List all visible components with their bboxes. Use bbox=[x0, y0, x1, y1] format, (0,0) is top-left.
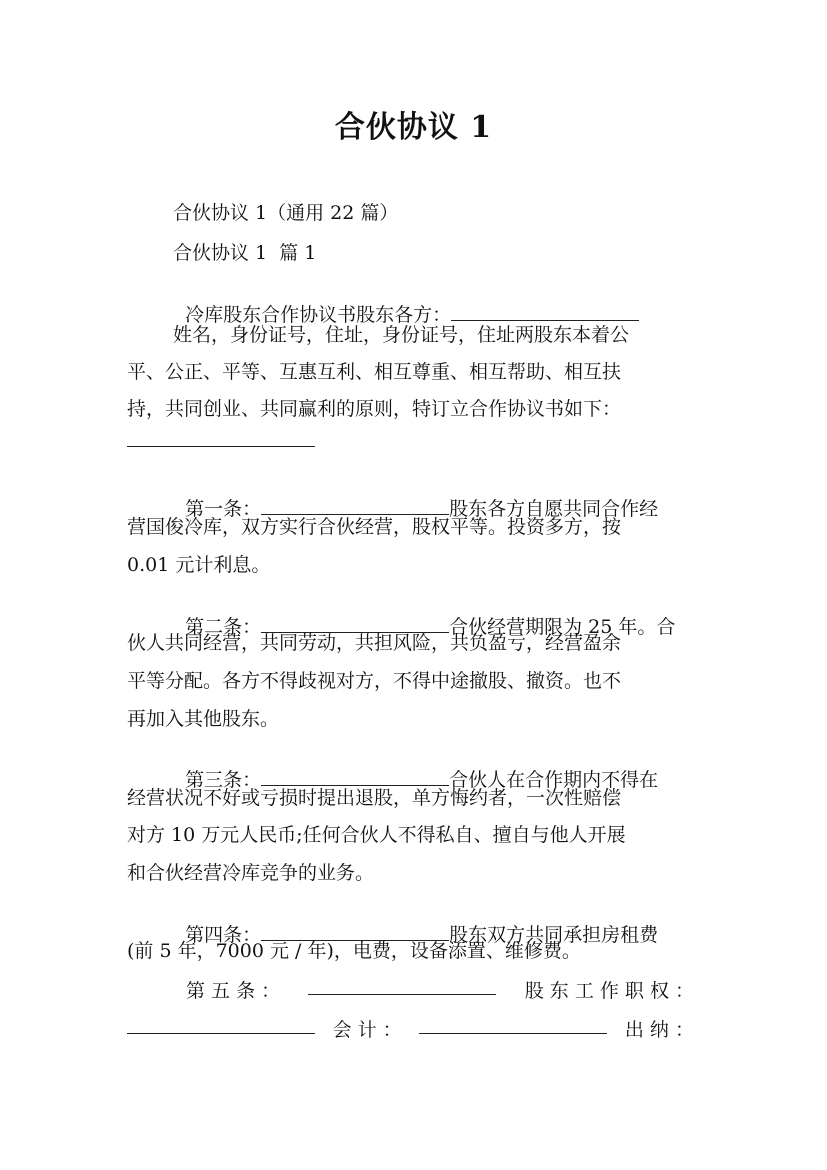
article2-label: 第二条： bbox=[185, 616, 262, 638]
article2-text: 合伙经营期限为 25 年。合 bbox=[449, 616, 676, 638]
para1-line: 持，共同创业、共同赢利的原则，特订立合作协议书如下： bbox=[127, 398, 622, 420]
article1-label: 第一条： bbox=[185, 498, 262, 520]
kuaiji-label: 会 计 ： bbox=[332, 1019, 402, 1041]
article2-line: 再加入其他股东。 bbox=[127, 708, 280, 730]
article3-line: 和合伙经营冷库竞争的业务。 bbox=[127, 862, 375, 884]
article5-text: 股 东 工 作 职 权 ： bbox=[524, 980, 694, 1002]
article4-line: (前 5 年，7000 元 / 年)，电费，设备添置、维修费。 bbox=[127, 940, 581, 962]
article5-label: 第 五 条 ： bbox=[186, 980, 281, 1002]
article3-label: 第三条： bbox=[185, 769, 262, 791]
para1-line: 姓名，身份证号，住址，身份证号，住址两股东本着公 bbox=[173, 324, 630, 346]
blank-field bbox=[127, 1015, 315, 1034]
document-subtitle: 合伙协议 1（通用 22 篇） bbox=[173, 202, 399, 224]
article-heading: 合伙协议 1 篇 1 bbox=[173, 242, 317, 264]
chuna-label: 出 纳 ： bbox=[624, 1019, 694, 1041]
article5-line bbox=[186, 976, 694, 1003]
article4-label: 第四条： bbox=[185, 924, 262, 946]
intro-text: 冷库股东合作协议书股东各方： bbox=[185, 304, 452, 326]
article2-line: 伙人共同经营，共同劳动，共担风险，共负盈亏，经营盈余 bbox=[127, 632, 622, 654]
blank-field bbox=[127, 446, 315, 447]
blank-field bbox=[308, 976, 496, 995]
article1-line: 0.01 元计利息。 bbox=[127, 554, 271, 576]
article1-line: 营国俊冷库，双方实行合伙经营，股权平等。投资多方，按 bbox=[127, 516, 622, 538]
article2-line: 平等分配。各方不得歧视对方，不得中途撤股、撤资。也不 bbox=[127, 670, 622, 692]
article1-text: 股东各方自愿共同合作经 bbox=[449, 498, 659, 520]
blank-field bbox=[419, 1015, 607, 1034]
article5-line bbox=[127, 1015, 694, 1042]
para1-line: 平、公正、平等、互惠互利、相互尊重、相互帮助、相互扶 bbox=[127, 361, 622, 383]
article4-text: 股东双方共同承担房租费 bbox=[449, 924, 659, 946]
article3-line: 对方 10 万元人民币;任何合伙人不得私自、擅自与他人开展 bbox=[127, 824, 626, 846]
article3-line: 经营状况不好或亏损时提出退股，单方悔约者，一次性赔偿 bbox=[127, 787, 622, 809]
article3-text: 合伙人在合作期内不得在 bbox=[449, 769, 659, 791]
blank-field bbox=[451, 302, 639, 321]
page-title: 合伙协议 1 bbox=[334, 110, 493, 145]
